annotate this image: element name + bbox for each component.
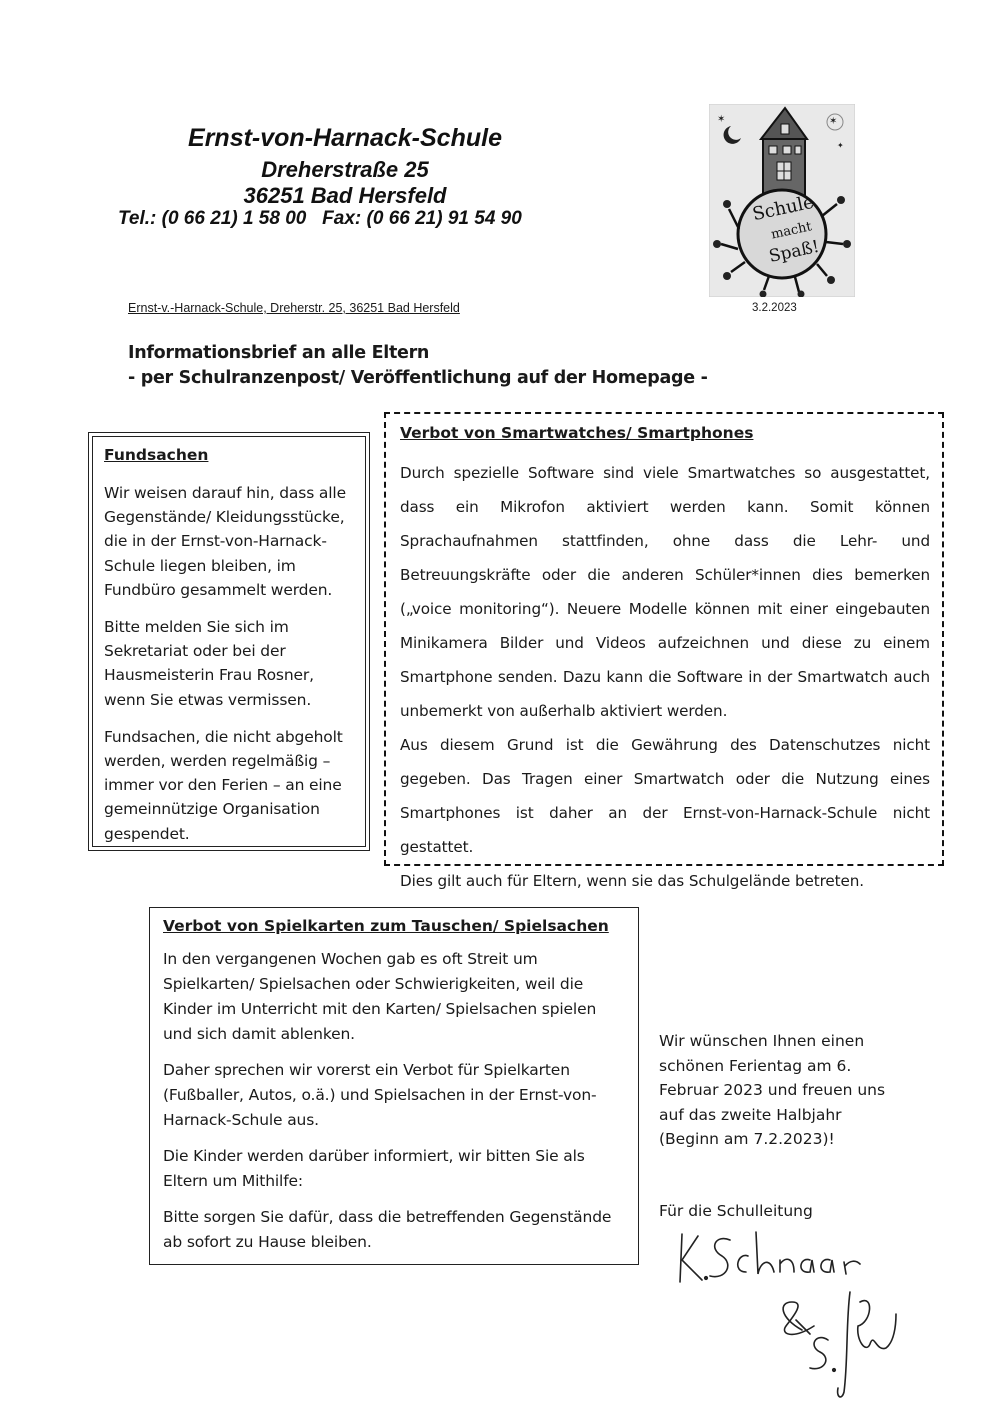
smartwatch-paragraph: Aus diesem Grund ist die Gewährung des Datenschutzes nicht gegeben. Das Tragen einer Smartwatch oder die Nutzung eines Smartphones ist daher an der Ernst-von-Harnack-Schule nicht gestattet.	[400, 736, 930, 856]
school-city: 36251 Bad Hersfeld	[243, 183, 447, 208]
holiday-wish: Wir wünschen Ihnen einen schönen Ferientag am 6. Februar 2023 und freuen uns auf das zweite Halbjahr (Beginn am 7.2.2023)!	[659, 1032, 886, 1148]
fundsachen-paragraph: Wir weisen darauf hin, dass alle Gegenstände/ Kleidungsstücke, die in der Ernst-von-Harnack-Schule liegen bleiben, im Fundbüro gesammelt werden.	[104, 484, 346, 599]
svg-text:✶: ✶	[829, 116, 838, 127]
spielkarten-ban-title: Verbot von Spielkarten zum Tauschen/ Spielsachen	[163, 917, 609, 935]
smartwatch-paragraph: Dies gilt auch für Eltern, wenn sie das Schulgelände betreten.	[400, 872, 865, 890]
school-phone-fax: Tel.: (0 66 21) 1 58 00 Fax: (0 66 21) 91 54 90	[118, 208, 522, 229]
school-street: Dreherstraße 25	[261, 157, 429, 182]
smartwatch-ban-box	[384, 412, 944, 890]
letter-subject-note: - per Schulranzenpost/ Veröffentlichung auf der Homepage -	[128, 368, 708, 388]
letter-date: 3.2.2023	[752, 302, 797, 314]
handwritten-signature	[660, 1222, 920, 1402]
svg-text:macht: macht	[769, 219, 814, 243]
svg-text:✦: ✦	[837, 141, 844, 150]
smartwatch-ban-title: Verbot von Smartwatches/ Smartphones	[400, 424, 754, 442]
fundsachen-title: Fundsachen	[104, 446, 209, 464]
spielkarten-paragraph: Die Kinder werden darüber informiert, wir bitten Sie als Eltern um Mithilfe:	[163, 1147, 585, 1190]
school-name: Ernst-von-Harnack-Schule	[188, 124, 502, 152]
svg-text:Spaß!: Spaß!	[767, 236, 822, 267]
spielkarten-paragraph: Daher sprechen wir vorerst ein Verbot für Spielkarten (Fußballer, Autos, o.ä.) und Spielsachen in der Ernst-von-Harnack-Schule aus.	[163, 1061, 597, 1129]
fundsachen-paragraph: Bitte melden Sie sich im Sekretariat oder bei der Hausmeisterin Frau Rosner, wenn Sie etwas vermissen.	[104, 618, 314, 709]
school-house-drawing-icon	[709, 104, 855, 297]
fundsachen-box	[88, 432, 370, 851]
signature-label: Für die Schulleitung	[659, 1202, 813, 1220]
smartwatch-paragraph: Durch spezielle Software sind viele Smartwatches so ausgestattet, dass ein Mikrofon aktiviert werden kann. Somit können Sprachaufnahmen stattfinden, ohne dass die Lehr- und Betreuungskräfte oder die anderen Schüler*innen dies bemerken („voice monitoring“). Neuere Modelle können mit einer eingebauten Minikamera Bilder und Videos aufzeichnen und diese zu einem Smartphone senden. Dazu kann die Software in der Smartwatch auch unbemerkt von außerhalb aktiviert werden.	[400, 464, 930, 720]
spielkarten-paragraph: In den vergangenen Wochen gab es oft Streit um Spielkarten/ Spielsachen oder Schwierigkeiten, weil die Kinder im Unterricht mit den Karten/ Spielsachen spielen und sich damit ablenken.	[163, 950, 597, 1043]
fundsachen-paragraph: Fundsachen, die nicht abgeholt werden, werden regelmäßig – immer vor den Ferien – an eine gemeinnützige Organisation gespendet.	[104, 727, 343, 843]
spielkarten-ban-box	[149, 907, 639, 1265]
letter-subject: Informationsbrief an alle Eltern	[128, 343, 430, 363]
svg-text:✶: ✶	[717, 114, 726, 125]
sender-address-line: Ernst-v.-Harnack-Schule, Dreherstr. 25, 36251 Bad Hersfeld	[128, 301, 460, 315]
spielkarten-paragraph: Bitte sorgen Sie dafür, dass die betreffenden Gegenstände ab sofort zu Hause bleiben.	[163, 1208, 612, 1251]
svg-text:Schule: Schule	[750, 191, 816, 226]
